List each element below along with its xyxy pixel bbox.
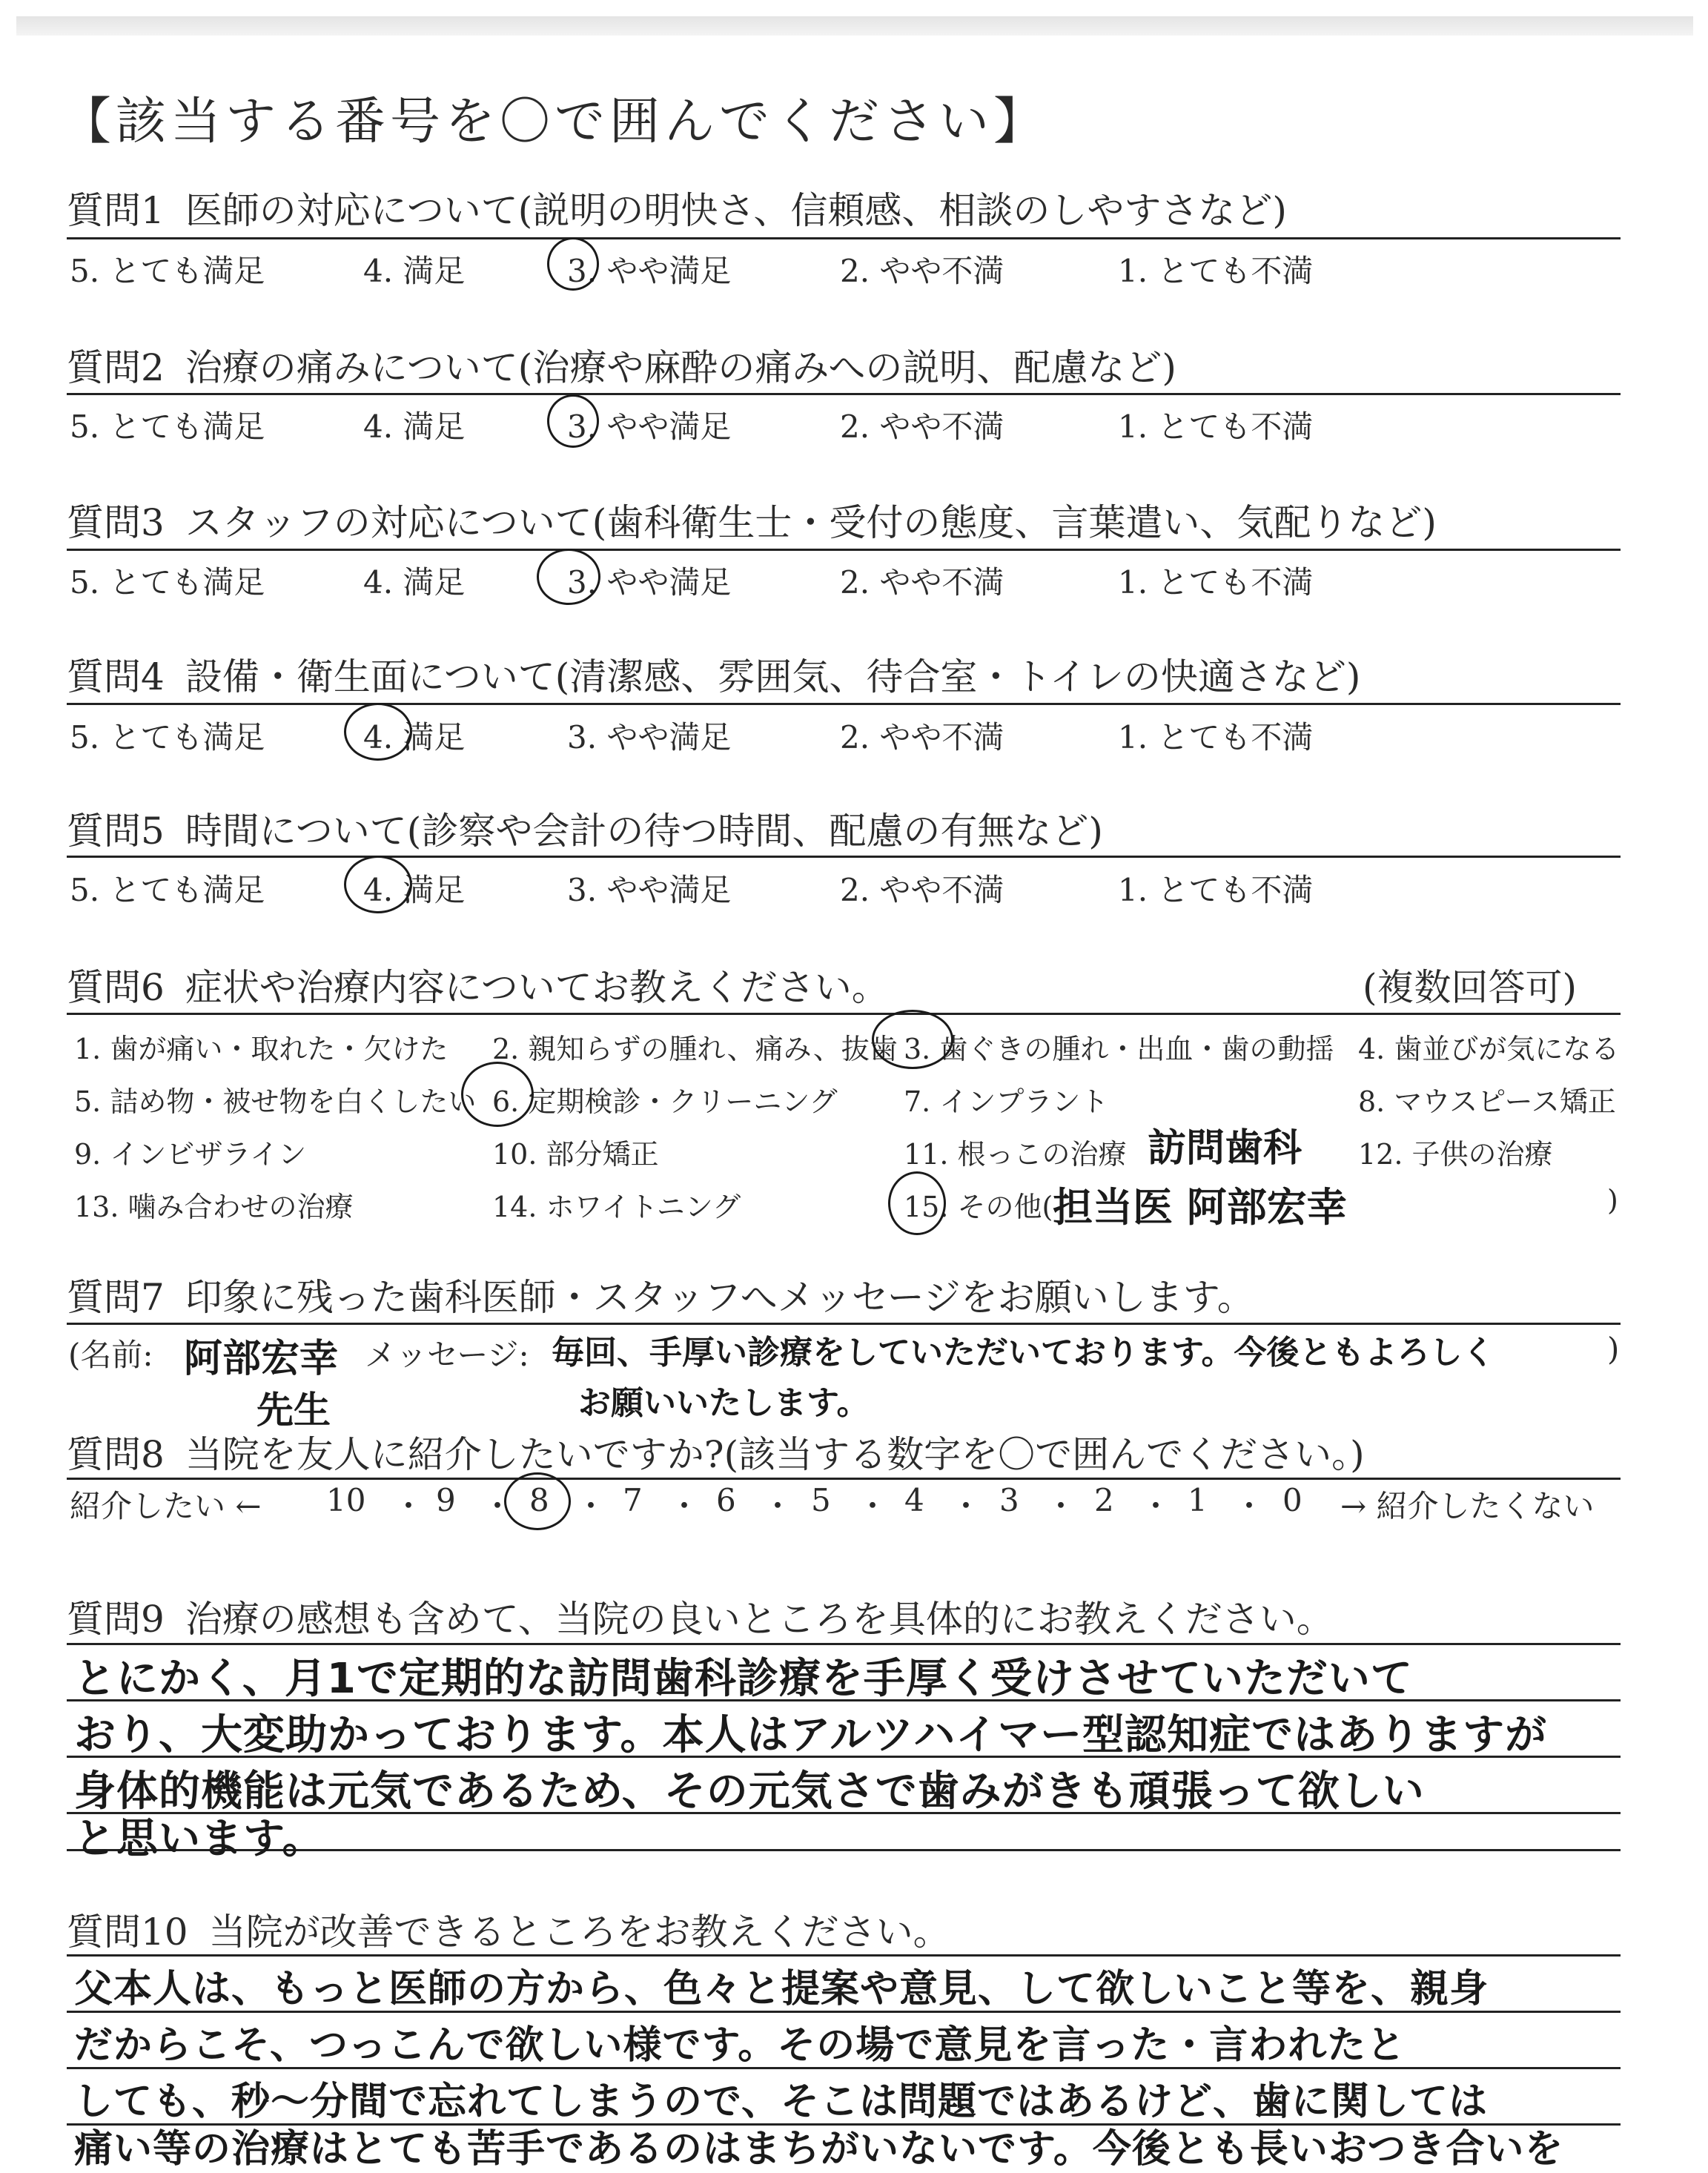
- message-label: メッセージ:: [365, 1337, 529, 1373]
- question-label: 質問9 治療の感想も含めて、当院の良いところを具体的にお教えください。: [67, 1598, 1334, 1641]
- divider: [67, 237, 1621, 239]
- handwritten-answer-line-4: と思います。: [74, 1815, 325, 1863]
- answer-circle: [547, 394, 599, 448]
- divider: [67, 549, 1621, 551]
- recommend-right-label: → 紹介したくない: [1340, 1488, 1595, 1524]
- answer-line: [67, 1643, 1621, 1645]
- answer-circle: [344, 703, 412, 761]
- q6-option-4[interactable]: 4. 歯並びが気になる: [1358, 1033, 1620, 1065]
- dot: ・: [950, 1488, 982, 1524]
- q6-option-6[interactable]: 6. 定期検診・クリーニング: [492, 1085, 838, 1118]
- answer-circle: [888, 1171, 946, 1235]
- option-2[interactable]: 2. やや不満: [840, 564, 1004, 601]
- option-5[interactable]: 5. とても満足: [70, 253, 265, 289]
- option-3[interactable]: 3. やや満足: [567, 564, 732, 601]
- option-2[interactable]: 2. やや不満: [840, 872, 1004, 908]
- question-label: 質問5 時間について(診察や会計の待つ時間、配慮の有無など): [67, 810, 1103, 853]
- handwritten-answer-line-1: 父本人は、もっと医師の方から、色々と提案や意見、して欲しいこと等を、親身: [74, 1967, 1489, 2011]
- option-1[interactable]: 1. とても不満: [1118, 564, 1314, 601]
- option-4[interactable]: 4. 満足: [363, 719, 466, 755]
- option-5[interactable]: 5. とても満足: [70, 409, 265, 445]
- q6-option-13[interactable]: 13. 噛み合わせの治療: [74, 1191, 354, 1223]
- name-label: (名前:: [68, 1337, 153, 1373]
- q6-option-2[interactable]: 2. 親知らずの腫れ、痛み、抜歯: [492, 1033, 898, 1065]
- divider: [67, 1478, 1621, 1480]
- score-3[interactable]: 3: [999, 1482, 1019, 1518]
- option-3[interactable]: 3. やや満足: [567, 872, 732, 908]
- divider: [67, 1013, 1621, 1015]
- handwritten-answer-line-1: とにかく、月1で定期的な訪問歯科診療を手厚く受けさせていただいて: [74, 1655, 1413, 1703]
- q6-option-11[interactable]: 11. 根っこの治療: [904, 1138, 1127, 1171]
- option-1[interactable]: 1. とても不満: [1118, 719, 1314, 755]
- handwritten-doctor-name: 担当医 阿部宏幸: [1053, 1184, 1347, 1231]
- q6-option-3[interactable]: 3. 歯ぐきの腫れ・出血・歯の動揺: [904, 1033, 1334, 1065]
- handwritten-visit-dental: 訪問歯科: [1148, 1126, 1302, 1171]
- question-label: 質問2 治療の痛みについて(治療や麻酔の痛みへの説明、配慮など): [67, 346, 1176, 389]
- option-1[interactable]: 1. とても不満: [1118, 253, 1314, 289]
- handwritten-answer-line-2: だからこそ、つっこんで欲しい様です。その場で意見を言った・言われたと: [74, 2023, 1406, 2068]
- option-4[interactable]: 4. 満足: [363, 872, 466, 908]
- option-5[interactable]: 5. とても満足: [70, 719, 265, 755]
- q6-option-7[interactable]: 7. インプラント: [904, 1085, 1109, 1118]
- score-6[interactable]: 6: [716, 1482, 736, 1518]
- divider: [67, 1323, 1621, 1325]
- recommend-left-label: 紹介したい ←: [70, 1488, 262, 1524]
- q6-option-5[interactable]: 5. 詰め物・被せ物を白くしたい: [74, 1085, 477, 1118]
- option-3[interactable]: 3. やや満足: [567, 719, 732, 755]
- option-3[interactable]: 3. やや満足: [567, 409, 732, 445]
- option-1[interactable]: 1. とても不満: [1118, 409, 1314, 445]
- q6-option-15[interactable]: 15. その他(: [904, 1191, 1053, 1223]
- dot: ・: [1045, 1488, 1077, 1524]
- option-3[interactable]: 3. やや満足: [567, 253, 732, 289]
- q6-option-1[interactable]: 1. 歯が痛い・取れた・欠けた: [74, 1033, 448, 1065]
- question-label: 質問10 当院が改善できるところをお教えください。: [67, 1911, 950, 1954]
- handwritten-answer-line-2: おり、大変助かっております。本人はアルツハイマー型認知症ではありますが: [74, 1711, 1548, 1759]
- option-5[interactable]: 5. とても満足: [70, 564, 265, 601]
- score-0[interactable]: 0: [1282, 1482, 1302, 1518]
- answer-circle: [872, 1010, 953, 1069]
- answer-circle: [344, 856, 412, 913]
- score-5[interactable]: 5: [811, 1482, 831, 1518]
- option-4[interactable]: 4. 満足: [363, 564, 466, 601]
- dot: ・: [393, 1488, 425, 1524]
- q6-other-close: ): [1607, 1184, 1618, 1217]
- question-label: 質問7 印象に残った歯科医師・スタッフへメッセージをお願いします。: [67, 1276, 1254, 1319]
- handwritten-title: 先生: [256, 1389, 331, 1432]
- option-2[interactable]: 2. やや不満: [840, 253, 1004, 289]
- answer-line: [67, 1954, 1621, 1957]
- score-4[interactable]: 4: [904, 1482, 924, 1518]
- score-7[interactable]: 7: [623, 1482, 643, 1518]
- question-label: 質問1 医師の対応について(説明の明快さ、信頼感、相談のしやすさなど): [67, 189, 1287, 232]
- score-10[interactable]: 10: [326, 1482, 366, 1518]
- option-2[interactable]: 2. やや不満: [840, 719, 1004, 755]
- dot: ・: [1140, 1488, 1172, 1524]
- multiple-answer-note: (複数回答可): [1363, 966, 1578, 1009]
- answer-circle: [547, 237, 599, 291]
- question-label: 質問3 スタッフの対応について(歯科衛生士・受付の態度、言葉遣い、気配りなど): [67, 501, 1437, 544]
- question-label: 質問4 設備・衛生面について(清潔感、雰囲気、待合室・トイレの快適さなど): [67, 655, 1361, 698]
- q6-option-12[interactable]: 12. 子供の治療: [1358, 1138, 1553, 1171]
- score-8[interactable]: 8: [529, 1482, 549, 1518]
- dot: ・: [669, 1488, 701, 1524]
- handwritten-answer-line-4: 痛い等の治療はとても苦手であるのはまちがいないです。今後とも長いおつき合いを: [74, 2127, 1564, 2172]
- dot: ・: [1234, 1488, 1265, 1524]
- option-4[interactable]: 4. 満足: [363, 409, 466, 445]
- question-label: 質問6 症状や治療内容についてお教えください。: [67, 966, 889, 1009]
- page-title: 【該当する番号を〇で囲んでください】: [61, 93, 1049, 151]
- divider: [67, 856, 1621, 858]
- q6-option-8[interactable]: 8. マウスピース矯正: [1358, 1085, 1616, 1118]
- q6-option-9[interactable]: 9. インビザライン: [74, 1138, 307, 1171]
- dot: ・: [857, 1488, 889, 1524]
- scan-top-edge: [16, 16, 1693, 36]
- option-4[interactable]: 4. 満足: [363, 253, 466, 289]
- score-1[interactable]: 1: [1188, 1482, 1208, 1518]
- option-2[interactable]: 2. やや不満: [840, 409, 1004, 445]
- dot: ・: [762, 1488, 794, 1524]
- answer-circle: [504, 1472, 571, 1530]
- dot: ・: [575, 1488, 607, 1524]
- q6-option-10[interactable]: 10. 部分矯正: [492, 1138, 659, 1171]
- score-9[interactable]: 9: [436, 1482, 456, 1518]
- option-5[interactable]: 5. とても満足: [70, 872, 265, 908]
- message-close: ): [1607, 1331, 1620, 1367]
- answer-circle: [537, 549, 600, 605]
- question-label: 質問8 当院を友人に紹介したいですか?(該当する数字を〇で囲んでください。): [67, 1433, 1365, 1476]
- q6-option-14[interactable]: 14. ホワイトニング: [492, 1191, 741, 1223]
- handwritten-answer-line-3: しても、秒〜分間で忘れてしまうので、そこは問題ではあるけど、歯に関しては: [74, 2080, 1488, 2124]
- handwritten-name: 阿部宏幸: [184, 1337, 339, 1381]
- answer-circle: [461, 1062, 534, 1127]
- divider: [67, 393, 1621, 395]
- score-2[interactable]: 2: [1094, 1482, 1114, 1518]
- option-1[interactable]: 1. とても不満: [1118, 872, 1314, 908]
- handwritten-message-line-1: 毎回、手厚い診療をしていただいております。今後ともよろしく: [552, 1334, 1495, 1372]
- dot: ・: [482, 1488, 514, 1524]
- divider: [67, 703, 1621, 705]
- handwritten-message-line-2: お願いいたします。: [578, 1384, 870, 1422]
- handwritten-answer-line-3: 身体的機能は元気であるため、その元気さで歯みがきも頑張って欲しい: [74, 1767, 1425, 1816]
